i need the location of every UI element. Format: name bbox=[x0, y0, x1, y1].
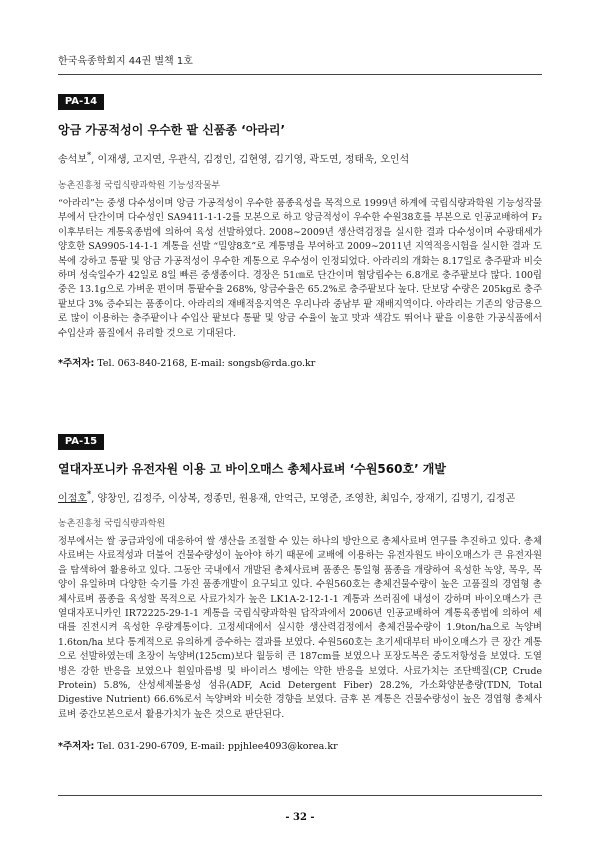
abstract-title: 열대자포니카 유전자원 이용 고 바이오매스 총체사료벼 ‘수원560호’ 개발 bbox=[58, 462, 446, 476]
co-authors: , 이재생, 고지연, 우관식, 김정인, 김현영, 김기영, 곽도연, 정태욱, 오인석 bbox=[91, 154, 410, 166]
co-authors: , 양창인, 김정주, 이상복, 정종민, 원용재, 안억근, 모영준, 조영찬, 최임수, 장재기, 김명기, 김정곤 bbox=[91, 493, 516, 505]
contact-label: *주저자: bbox=[58, 358, 95, 369]
footer-rule bbox=[58, 795, 542, 796]
abstract-title: 앙금 가공적성이 우수한 팥 신품종 ‘아라리’ bbox=[58, 123, 286, 137]
author-list bbox=[58, 489, 515, 504]
lead-author: 이점호 bbox=[58, 493, 87, 505]
corresponding-mark: * bbox=[86, 150, 92, 160]
contact-info bbox=[58, 355, 315, 369]
header-rule bbox=[58, 74, 542, 75]
abstract-badge: PA-14 bbox=[58, 94, 104, 110]
abstract-body: “아라리”는 중생 다수성이며 앙금 가공적성이 우수한 품종육성을 목적으로 1999년 하계에 국립식량과학원 기능성작물부에서 단간이며 다수성인 SA9411-1-1-2를 모본으로 하고 앙금적성이 우수한 수원38호를 부본으로 인공교배하여 F₂이후부터는 계통육종법에 의하여 육성 선발하였다. 2008∼2009년 생산력검정을 실시한 결과 다수성이며 수광태세가 양호한 SA9905-14-1-1 계통을 선발 “밀양8호”로 계통명을 부여하고 2009∼2011년 지역적응시험을 실시한 결과 도복에 강하고 통팥 및 앙금 가공적성이 우수한 계통으로 우수성이 인정되었다. 아라리의 개화는 8.17일로 충주팥과 비슷하며 성숙일수가 42일로 8일 빠른 중생종이다. 경장은 51㎝로 단간이며 협당립수는 6.8개로 충주팥보다 많다. 100립중은 13.1g으로 가벼운 편이며 통팥수율 268%, 앙금수율은 65.2%로 충주팥보다 높다. 단보당 수량은 205kg로 충주팥보다 3% 증수되는 품종이다. 아라리의 재배적응지역은 우리나라 중남부 팥 재배지역이다. 아라리는 기존의 앙금용으로 많이 이용하는 충주팥이나 수입산 팥보다 통팥 및 앙금 수율이 높고 맛과 색감도 뛰어나 팥을 이용한 가공식품에서 수입산과 품질에서 유리할 것으로 기대된다. bbox=[58, 198, 542, 339]
contact-details: Tel. 063-840-2168, E-mail: songsb@rda.go.kr bbox=[94, 358, 316, 369]
journal-header: 한국육종학회지 44권 별책 1호 bbox=[58, 56, 193, 67]
contact-label: *주저자: bbox=[58, 741, 95, 752]
corresponding-mark: * bbox=[86, 489, 92, 499]
abstract-body: 정부에서는 쌀 공급과잉에 대응하여 쌀 생산을 조절할 수 있는 하나의 방안으로 총체사료벼 연구를 추진하고 있다. 총체사료벼는 사료적성과 더불어 건물수량성이 높아야 하기 때문에 교배에 이용하는 유전자원도 바이오매스가 큰 유전자원을 탐색하여 활용하고 있다. 그동안 국내에서 개발된 총체사료벼 품종은 통일형 품종을 개량하여 육성한 녹양, 목우, 목양이 유일하며 다양한 숙기를 가진 품종개발이 요구되고 있다. 수원560호는 총체건물수량이 높은 고품질의 경엽형 총체사료벼 품종을 육성할 목적으로 사료가치가 높은 LK1A-2-12-1-1 계통과 쓰러짐에 내성이 강하며 바이오매스가 큰 열대자포니카인 IR72225-29-1-1 계통을 국립식량과학원 답작과에서 2006년 인공교배하여 계통육종법에 의하여 세대를 진전시켜 육성한 우량계통이다. 고정세대에서 실시한 생산력검정에서 총체건물수량이 1.9ton/ha으로 녹양벼 1.6ton/ha 보다 통계적으로 유의하게 증수하는 결과를 보였다. 수원560호는 초기세대부터 바이오매스가 큰 장간 계통으로 선발하였는데 초장이 녹양벼(125cm)보다 월등히 큰 187cm를 보였으나 포장도복은 중도저항성을 보였다. 도열병은 강한 반응을 보였으나 흰잎마름병 및 바이러스 병에는 약한 반응을 보였다. 사료가치는 조단백질(CP, Crude Protein) 5.8%, 산성세제불용성 섬유(ADF, Acid Detergent Fiber) 28.2%, 가소화양분총량(TDN, Total Digestive Nutrient) 66.6%로서 녹양벼와 비슷한 경향을 보였다. 금후 본 계통은 건물수량성이 높은 경엽형 총체사료벼 중간모본으로서 활용가치가 높은 것으로 판단된다. bbox=[58, 536, 542, 720]
lead-author: 송석보 bbox=[58, 154, 87, 166]
author-list bbox=[58, 150, 409, 165]
page-number: - 32 - bbox=[285, 812, 315, 823]
affiliation: 농촌진흥청 국립식량과학원 기능성작물부 bbox=[58, 181, 221, 191]
contact-details: Tel. 031-290-6709, E-mail: ppjhlee4093@korea.kr bbox=[94, 741, 338, 752]
abstract-badge: PA-15 bbox=[58, 434, 104, 450]
affiliation: 농촌진흥청 국립식량과학원 bbox=[58, 519, 166, 529]
contact-info bbox=[58, 738, 338, 752]
